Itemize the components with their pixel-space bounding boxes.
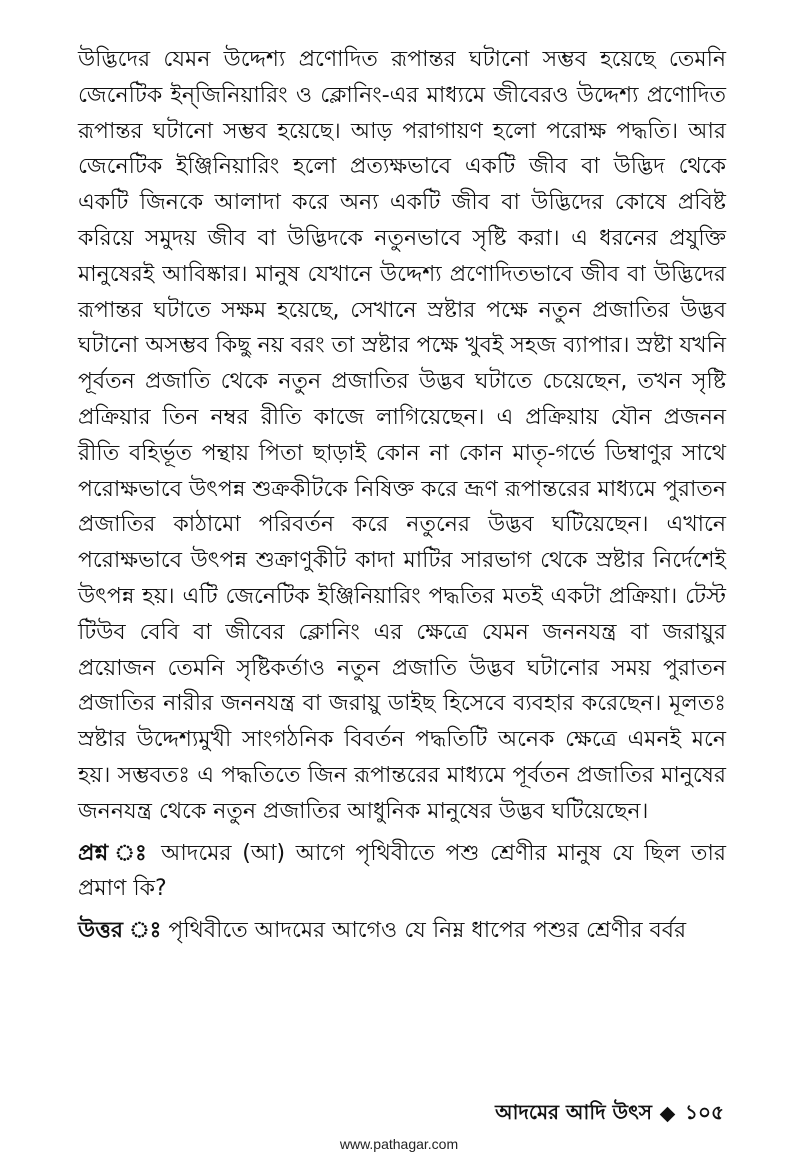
page-number: ১০৫ bbox=[685, 1100, 724, 1124]
website-watermark: www.pathagar.com bbox=[339, 1136, 459, 1152]
question-text: আদমের (আ) আগে পৃথিবীতে পশু শ্রেণীর মানুষ যে ছিল তার প্রমাণ কি? bbox=[78, 840, 726, 902]
page-footer bbox=[495, 1098, 724, 1131]
footer-book-title: আদমের আদি উৎস bbox=[495, 1100, 653, 1124]
body-paragraph: উদ্ভিদের যেমন উদ্দেশ্য প্রণোদিত রূপান্তর ঘটানো সম্ভব হয়েছে তেমনি জেনেটিক ইন্‌জিনিয়ারিং ও ক্লোনিং-এর মাধ্যমে জীবেরও উদ্দেশ্য প্রণোদিত রূপান্তর ঘটানো সম্ভব হয়েছে। আড় পরাগায়ণ হলো পরোক্ষ পদ্ধতি। আর জেনেটিক ইঞ্জিনিয়ারিং হলো প্রত্যক্ষভাবে একটি জীব বা উদ্ভিদ থেকে একটি জিনকে আলাদা করে অন্য একটি জীব বা উদ্ভিদের কোষে প্রবিষ্ট করিয়ে সমুদয় জীব বা উদ্ভিদকে নতুনভাবে সৃষ্টি করা। এ ধরনের প্রযুক্তি মানুষেরই আবিষ্কার। মানুষ যেখানে উদ্দেশ্য প্রণোদিতভাবে জীব বা উদ্ভিদের রূপান্তর ঘটাতে সক্ষম হয়েছে, সেখানে স্রষ্টার পক্ষে নতুন প্রজাতির উদ্ভব ঘটানো অসম্ভব কিছু নয় বরং তা স্রষ্টার পক্ষে খুবই সহজ ব্যাপার। স্রষ্টা যখনি পূর্বতন প্রজাতি থেকে নতুন প্রজাতির উদ্ভব ঘটাতে চেয়েছেন, তখন সৃষ্টি প্রক্রিয়ার তিন নম্বর রীতি কাজে লাগিয়েছেন। এ প্রক্রিয়ায় যৌন প্রজনন রীতি বহির্ভূত পন্থায় পিতা ছাড়াই কোন না কোন মাতৃ-গর্ভে ডিম্বাণুর সাথে পরোক্ষভাবে উৎপন্ন শুক্রকীটকে নিষিক্ত করে ভ্রূণ রূপান্তরের মাধ্যমে পুরাতন প্রজাতির কাঠামো পরিবর্তন করে নতুনের উদ্ভব ঘটিয়েছেন। এখানে পরোক্ষভাবে উৎপন্ন শুক্রাণুকীট কাদা মাটির সারভাগ থেকে স্রষ্টার নির্দেশেই উৎপন্ন হয়। এটি জেনেটিক ইঞ্জিনিয়ারিং পদ্ধতির মতই একটা প্রক্রিয়া। টেস্ট টিউব বেবি বা জীবের ক্লোনিং এর ক্ষেত্রে যেমন জননযন্ত্র বা জরায়ুর প্রয়োজন তেমনি সৃষ্টিকর্তাও নতুন প্রজাতি উদ্ভব ঘটানোর সময় পুরাতন প্রজাতির নারীর জননযন্ত্র বা জরায়ু ডাইছ হিসেবে ব্যবহার করেছেন। মূলতঃ স্রষ্টার উদ্দেশ্যমুখী সাংগঠনিক বিবর্তন পদ্ধতিটি অনেক ক্ষেত্রে এমনই মনে হয়। সম্ভবতঃ এ পদ্ধতিতে জিন রূপান্তরের মাধ্যমে পূর্বতন প্রজাতির মানুষের জননযন্ত্র থেকে নতুন প্রজাতির আধুনিক মানুষের উদ্ভব ঘটিয়েছেন। bbox=[78, 47, 726, 824]
page-content bbox=[78, 42, 726, 949]
answer-text: পৃথিবীতে আদমের আগেও যে নিম্ন ধাপের পশুর শ্রেণীর বর্বর bbox=[168, 918, 687, 944]
question-block bbox=[78, 836, 726, 908]
diamond-icon bbox=[660, 1107, 676, 1123]
answer-label: উত্তর ঃ bbox=[78, 918, 162, 944]
answer-block bbox=[78, 913, 726, 949]
question-label: প্রশ্ন ঃ bbox=[78, 840, 151, 866]
